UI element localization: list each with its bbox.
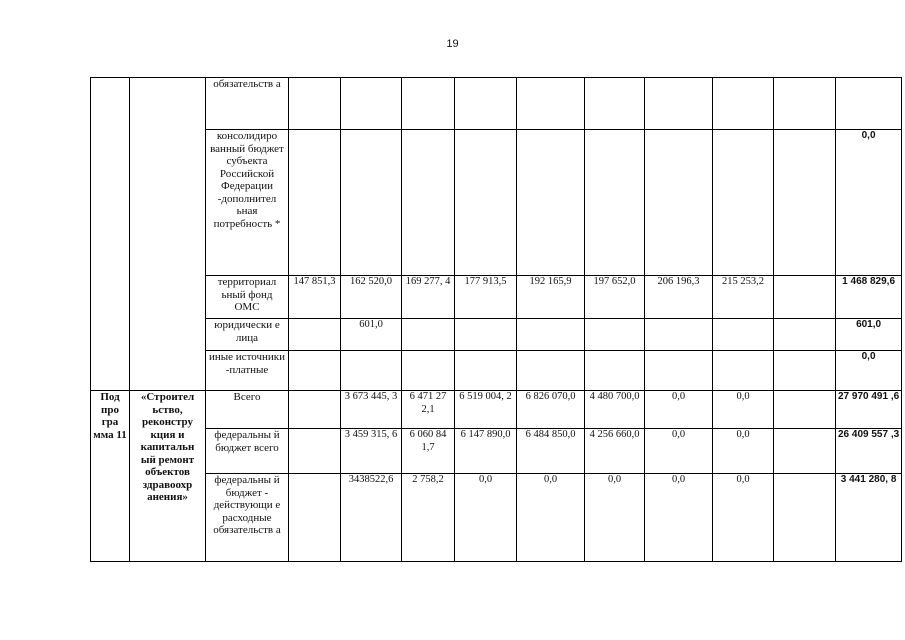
table-row	[91, 429, 902, 474]
value-cell	[713, 319, 774, 351]
value-cell: 6 471 27 2,1	[402, 391, 455, 429]
funding-source-cell: федеральны й бюджет - действующи е расходные обязательств а	[206, 474, 289, 562]
value-cell: 0,0	[713, 474, 774, 562]
value-cell	[341, 351, 402, 391]
value-cell: 601,0	[341, 319, 402, 351]
funding-source-cell: федеральны й бюджет всего	[206, 429, 289, 474]
total-cell: 27 970 491 ,6	[836, 391, 902, 429]
value-cell	[455, 319, 517, 351]
value-cell	[774, 351, 836, 391]
value-cell	[455, 130, 517, 276]
value-cell: 177 913,5	[455, 276, 517, 319]
funding-source-cell: обязательств а	[206, 78, 289, 130]
table-row	[91, 130, 902, 276]
value-cell	[402, 78, 455, 130]
total-cell: 601,0	[836, 319, 902, 351]
value-cell	[402, 351, 455, 391]
value-cell	[402, 319, 455, 351]
value-cell: 0,0	[517, 474, 585, 562]
value-cell	[713, 130, 774, 276]
total-cell: 3 441 280, 8	[836, 474, 902, 562]
value-cell: 0,0	[713, 391, 774, 429]
value-cell	[645, 130, 713, 276]
value-cell	[774, 391, 836, 429]
value-cell	[517, 319, 585, 351]
value-cell	[289, 78, 341, 130]
value-cell	[517, 130, 585, 276]
table-row	[91, 276, 902, 319]
value-cell	[713, 78, 774, 130]
value-cell: 3 673 445, 3	[341, 391, 402, 429]
value-cell: 6 060 84 1,7	[402, 429, 455, 474]
table-row	[91, 319, 902, 351]
value-cell: 206 196,3	[645, 276, 713, 319]
value-cell	[713, 351, 774, 391]
subprogram-status-cell: Под про гра мма 11	[91, 391, 130, 562]
value-cell: 2 758,2	[402, 474, 455, 562]
value-cell: 215 253,2	[713, 276, 774, 319]
value-cell: 0,0	[645, 429, 713, 474]
total-cell	[836, 78, 902, 130]
value-cell	[455, 78, 517, 130]
value-cell	[774, 319, 836, 351]
value-cell: 0,0	[645, 391, 713, 429]
value-cell	[289, 429, 341, 474]
subprogram-status-cell	[91, 78, 130, 391]
subprogram-name-cell: «Строител ьство, реконстру кция и капитальн ый ремонт объектов здравоохр анения»	[130, 391, 206, 562]
value-cell: 6 519 004, 2	[455, 391, 517, 429]
total-cell: 1 468 829,6	[836, 276, 902, 319]
value-cell	[645, 351, 713, 391]
value-cell	[289, 130, 341, 276]
value-cell: 6 147 890,0	[455, 429, 517, 474]
funding-source-cell: Всего	[206, 391, 289, 429]
value-cell: 0,0	[455, 474, 517, 562]
table-row	[91, 78, 902, 130]
value-cell: 162 520,0	[341, 276, 402, 319]
value-cell	[585, 351, 645, 391]
table-row	[91, 351, 902, 391]
value-cell: 6 484 850,0	[517, 429, 585, 474]
value-cell	[774, 130, 836, 276]
value-cell: 6 826 070,0	[517, 391, 585, 429]
page-number: 19	[446, 38, 459, 50]
budget-table	[90, 77, 902, 562]
value-cell	[645, 78, 713, 130]
value-cell	[289, 474, 341, 562]
subprogram-name-cell	[130, 78, 206, 391]
value-cell: 0,0	[713, 429, 774, 474]
total-cell: 0,0	[836, 351, 902, 391]
value-cell	[585, 130, 645, 276]
value-cell	[289, 351, 341, 391]
funding-source-cell: иные источники -платные	[206, 351, 289, 391]
value-cell	[774, 78, 836, 130]
value-cell: 0,0	[645, 474, 713, 562]
value-cell	[774, 429, 836, 474]
funding-source-cell: консолидиро ванный бюджет субъекта Российской Федерации -дополнител ьная потребность *	[206, 130, 289, 276]
value-cell	[289, 391, 341, 429]
value-cell: 4 480 700,0	[585, 391, 645, 429]
value-cell	[517, 351, 585, 391]
value-cell: 147 851,3	[289, 276, 341, 319]
table-row	[91, 474, 902, 562]
value-cell	[645, 319, 713, 351]
value-cell	[455, 351, 517, 391]
value-cell: 169 277, 4	[402, 276, 455, 319]
value-cell	[774, 474, 836, 562]
value-cell: 3438522,6	[341, 474, 402, 562]
value-cell	[517, 78, 585, 130]
total-cell: 26 409 557 ,3	[836, 429, 902, 474]
value-cell: 197 652,0	[585, 276, 645, 319]
total-cell: 0,0	[836, 130, 902, 276]
value-cell	[585, 319, 645, 351]
value-cell: 3 459 315, 6	[341, 429, 402, 474]
value-cell: 4 256 660,0	[585, 429, 645, 474]
value-cell	[402, 130, 455, 276]
funding-source-cell: юридически е лица	[206, 319, 289, 351]
value-cell	[341, 130, 402, 276]
value-cell: 0,0	[585, 474, 645, 562]
value-cell	[289, 319, 341, 351]
funding-source-cell: территориал ьный фонд ОМС	[206, 276, 289, 319]
value-cell	[585, 78, 645, 130]
value-cell	[341, 78, 402, 130]
value-cell	[774, 276, 836, 319]
value-cell: 192 165,9	[517, 276, 585, 319]
table-row	[91, 391, 902, 429]
